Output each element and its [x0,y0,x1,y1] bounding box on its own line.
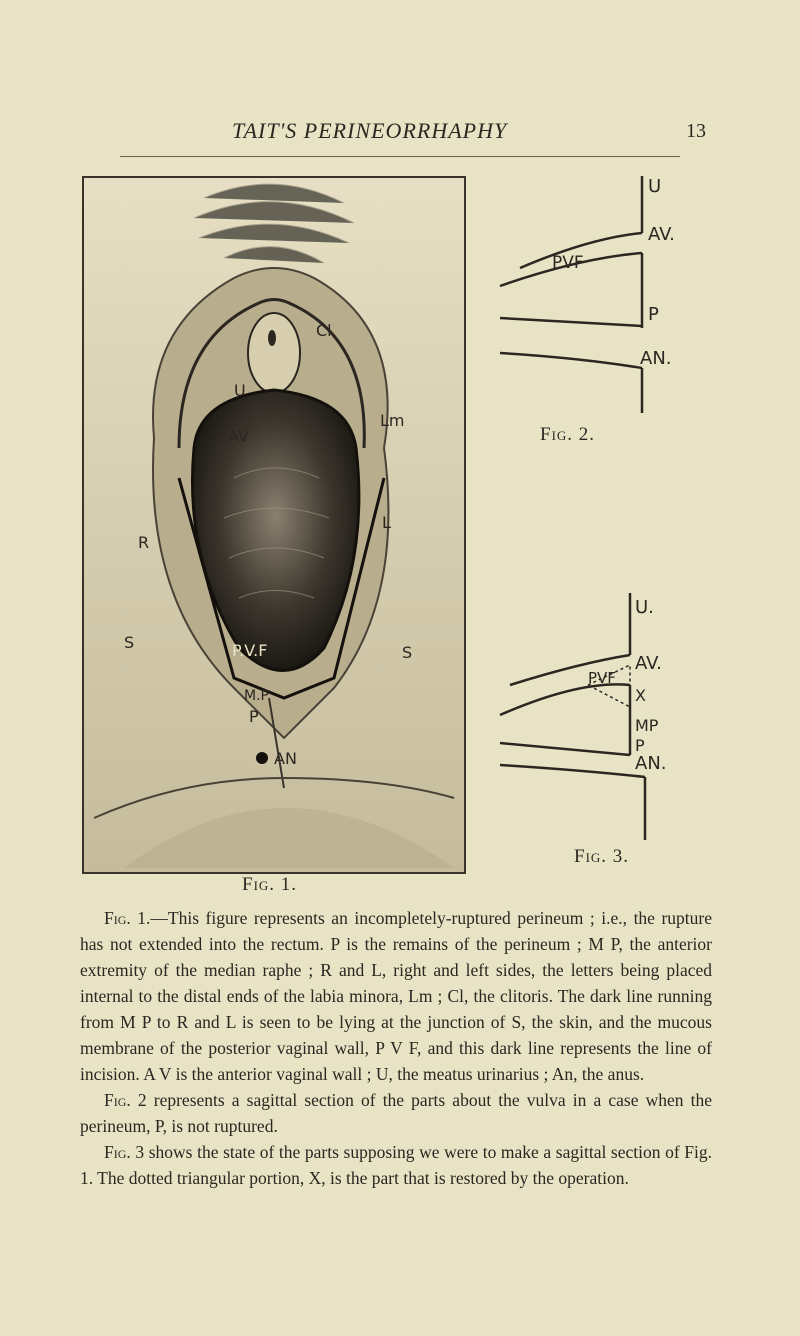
paragraph-fig2-body: 2 represents a sagittal section of the parts about the vulva in a case when the perineum, P, is not ruptured. [80,1090,712,1136]
page-number: 13 [686,120,706,142]
paragraph-fig2-lead: Fig. [104,1090,131,1110]
fig3-label-u: U. [635,597,654,618]
fig1-label-s-right: S [402,643,413,662]
caption-text [80,905,712,1191]
figure-1-illustration [82,176,466,874]
paragraph-fig1 [80,905,712,1087]
fig1-label-mp: M.P [244,688,269,704]
paragraph-fig1-body: —This figure represents an incompletely-ruptured perineum ; i.e., the rupture has not extended into the rectum. P is the remains of the perineum ; M P, the anterior extremity of the median raphe ; R and L, right and left sides, the letters being placed internal to the distal ends of the labia minora, Lm ; Cl, the clitoris. The dark line running from M P to R and L is seen to be lying at the junction of S, the skin, and the mucous membrane of the posterior vaginal wall, P V F, and this dark line represents the line of incision. A V is the anterior vaginal wall ; U, the meatus urinarius ; An, the anus. [80,908,712,1084]
figure-3-drawing [480,585,700,860]
fig2-label-av: AV. [648,224,675,245]
paragraph-fig3-body: 3 shows the state of the parts supposing we were to make a sagittal section of Fig. 1. The dotted triangular portion, X, is the part that is restored by the operation. [80,1142,712,1188]
figure-3-caption: Fig. 3. [574,846,630,867]
paragraph-fig1-lead: Fig. 1. [104,908,151,928]
figure-2-drawing [480,168,700,458]
fig2-label-p: P [648,304,659,325]
fig1-label-an: AN [274,749,297,768]
paragraph-fig3 [80,1139,712,1191]
fig3-label-p: P [635,736,645,755]
fig3-label-x: X [635,686,646,705]
header-rule [120,156,680,157]
fig3-label-av: AV. [635,653,662,674]
figure-3-diagram [480,585,700,860]
fig1-label-pvf: P.V.F [232,641,268,660]
fig1-label-u: U [234,381,246,400]
fig1-label-r: R [138,533,150,552]
fig3-label-mp: MP [635,716,659,735]
paragraph-fig2 [80,1087,712,1139]
fig1-label-s-left: S [124,633,135,652]
fig3-label-pvf: PVF [588,669,616,687]
fig2-label-an: AN. [640,348,672,369]
figure-1-caption: Fig. 1. [242,874,298,895]
fig1-label-lm: Lm [380,411,405,430]
fig1-label-p: P [249,707,259,726]
running-head: TAIT'S PERINEORRHAPHY [232,118,508,143]
fig1-label-cl: Cl [316,321,332,340]
fig1-label-av: AV [228,427,249,446]
fig2-label-pvf: PVF [552,253,584,273]
fig3-label-an: AN. [635,753,667,774]
fig1-label-l: L [382,513,391,532]
figure-2-caption: Fig. 2. [540,424,596,445]
fig2-label-u: U [648,176,662,197]
figure-2-diagram [480,168,700,458]
figure-1-drawing [84,178,464,872]
paragraph-fig3-lead: Fig. [104,1142,131,1162]
